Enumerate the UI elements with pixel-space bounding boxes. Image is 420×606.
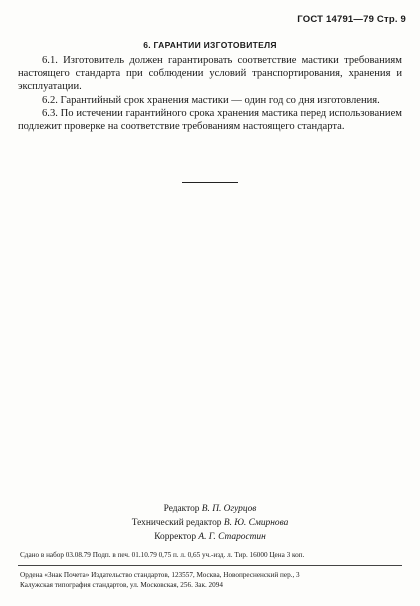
- editor-name: В. П. Огурцов: [201, 504, 257, 514]
- section-title: 6. ГАРАНТИИ ИЗГОТОВИТЕЛЯ: [143, 40, 277, 50]
- credits-block: [0, 502, 420, 544]
- print-details: Сдано в набор 03.08.79 Подп. в печ. 01.10.79 0,75 п. л. 0,65 уч.-изд. л. Тир. 16000 Цена 3 коп.: [20, 551, 305, 559]
- imprint-rule: [18, 565, 402, 566]
- corrector-credit: [0, 530, 420, 544]
- paragraph-6-3: 6.3. По истечении гарантийного срока хранения мастика перед использованием подлежит проверке на соответствие требованиям настоящего стандарта.: [18, 107, 402, 133]
- running-header: ГОСТ 14791—79 Стр. 9: [297, 14, 406, 25]
- paragraph-6-2: 6.2. Гарантийный срок хранения мастики — один год со дня изготовления.: [42, 94, 380, 106]
- corrector-name: А. Г. Старостин: [198, 532, 266, 542]
- publisher-line: Ордена «Знак Почета» Издательство стандартов, 123557, Москва, Новопресненский пер., 3: [20, 571, 300, 579]
- tech-editor-credit: [0, 516, 420, 530]
- printer-line: Калужская типография стандартов, ул. Московская, 256. Зак. 2094: [20, 581, 223, 589]
- section-body: [18, 54, 402, 133]
- corrector-label: Корректор: [154, 532, 197, 542]
- end-divider: [182, 182, 238, 183]
- editor-label: Редактор: [163, 504, 200, 514]
- tech-editor-label: Технический редактор: [131, 518, 222, 528]
- tech-editor-name: В. Ю. Смирнова: [223, 518, 289, 528]
- paragraph-6-1: 6.1. Изготовитель должен гарантировать соответствие мастики требованиям настоящего стандарта при соблюдении условий транспортирования, хранения и эксплуатации.: [18, 55, 402, 93]
- editor-credit: [0, 502, 420, 516]
